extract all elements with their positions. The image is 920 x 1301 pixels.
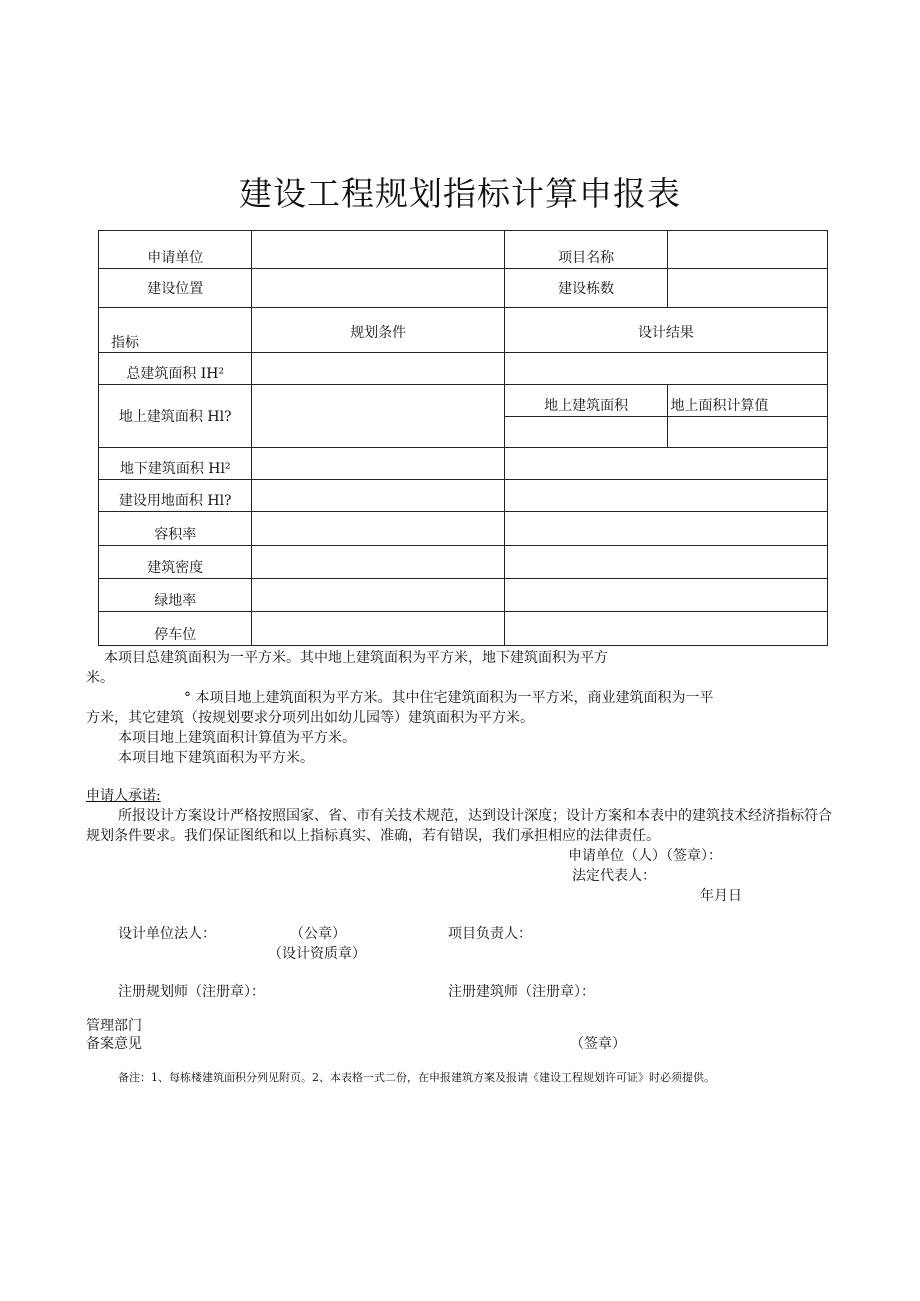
project-name-label: 项目名称 — [504, 231, 668, 269]
planner-label: 注册规划师（注册章）： — [118, 984, 265, 1000]
building-count-field[interactable] — [668, 269, 828, 308]
design-legal-label: 设计单位法人： — [118, 926, 216, 942]
legal-rep: 法定代表人： — [572, 868, 656, 884]
plot-ratio-label: 容积率 — [99, 512, 252, 546]
parking-label: 停车位 — [99, 612, 252, 646]
sign-date: 年月日 — [700, 888, 742, 904]
location-label: 建设位置 — [99, 269, 252, 308]
management-opinion: 备案意见 — [86, 1036, 142, 1052]
commitment-text-2: 规划条件要求。我们保证图纸和以上指标真实、准确，若有错误，我们承担相应的法律责任。 — [86, 828, 660, 844]
underground-design[interactable] — [504, 448, 827, 480]
note-line-3: 本项目地上建筑面积计算值为平方米。 — [118, 730, 356, 746]
applicant-label: 申请单位 — [99, 231, 252, 269]
underground-label: 地下建筑面积 Hl² — [99, 448, 252, 480]
density-planning[interactable] — [252, 546, 504, 579]
planning-condition-label: 规划条件 — [252, 308, 504, 353]
commitment-text-1: 所报设计方案设计严格按照国家、省、市有关技术规范，达到设计深度；设计方案和本表中的建筑技术经济指标符合 — [118, 808, 832, 824]
indicator-table — [98, 230, 828, 646]
building-count-label: 建设栋数 — [504, 269, 668, 308]
design-qual-seal: （设计资质章） — [268, 946, 366, 962]
page-title: 建设工程规划指标计算申报表 — [239, 174, 681, 213]
project-lead-label: 项目负责人： — [448, 926, 532, 942]
management-seal: （签章） — [570, 1036, 626, 1052]
management-dept: 管理部门 — [86, 1018, 142, 1034]
above-ground-planning[interactable] — [252, 385, 504, 448]
applicant-sign: 申请单位（人）（签章）： — [568, 848, 722, 864]
applicant-field[interactable] — [252, 231, 504, 269]
location-field[interactable] — [252, 269, 504, 308]
green-ratio-design[interactable] — [504, 579, 827, 612]
green-ratio-label: 绿地率 — [99, 579, 252, 612]
above-calc-sub-label: 地上面积计算值 — [668, 385, 828, 417]
above-area-value[interactable] — [504, 417, 668, 448]
above-calc-value[interactable] — [668, 417, 828, 448]
underground-planning[interactable] — [252, 448, 504, 480]
note-line-1b: 米。 — [86, 670, 114, 686]
note-line-4: 本项目地下建筑面积为平方米。 — [118, 750, 314, 766]
total-area-label: 总建筑面积 IH² — [99, 353, 252, 385]
plot-ratio-design[interactable] — [504, 512, 827, 546]
note-line-2: ° 本项目地上建筑面积为平方米。其中住宅建筑面积为一平方米，商业建筑面积为一平 — [184, 690, 714, 706]
note-line-1: 本项目总建筑面积为一平方米。其中地上建筑面积为平方米，地下建筑面积为平方 — [104, 650, 608, 666]
note-line-2b: 方米，其它建筑（按规划要求分项列出如幼儿园等）建筑面积为平方米。 — [86, 710, 534, 726]
indicator-label: 指标 — [99, 308, 252, 353]
land-area-design[interactable] — [504, 480, 827, 512]
total-area-design[interactable] — [504, 353, 827, 385]
density-label: 建筑密度 — [99, 546, 252, 579]
official-seal: （公章） — [290, 926, 346, 942]
design-result-label: 设计结果 — [504, 308, 827, 353]
architect-label: 注册建筑师（注册章）： — [448, 984, 595, 1000]
commitment-heading: 申请人承诺: — [86, 788, 161, 804]
green-ratio-planning[interactable] — [252, 579, 504, 612]
land-area-planning[interactable] — [252, 480, 504, 512]
parking-planning[interactable] — [252, 612, 504, 646]
project-name-field[interactable] — [668, 231, 828, 269]
land-area-label: 建设用地面积 Hl? — [99, 480, 252, 512]
remark: 备注：1、每栋楼建筑面积分列见附页。2、本表格一式二份，在申报建筑方案及报请《建设工程规划许可证》时必须提供。 — [118, 1071, 715, 1084]
above-ground-label: 地上建筑面积 Hl? — [99, 385, 252, 448]
plot-ratio-planning[interactable] — [252, 512, 504, 546]
density-design[interactable] — [504, 546, 827, 579]
total-area-planning[interactable] — [252, 353, 504, 385]
parking-design[interactable] — [504, 612, 827, 646]
above-area-sub-label: 地上建筑面积 — [504, 385, 668, 417]
